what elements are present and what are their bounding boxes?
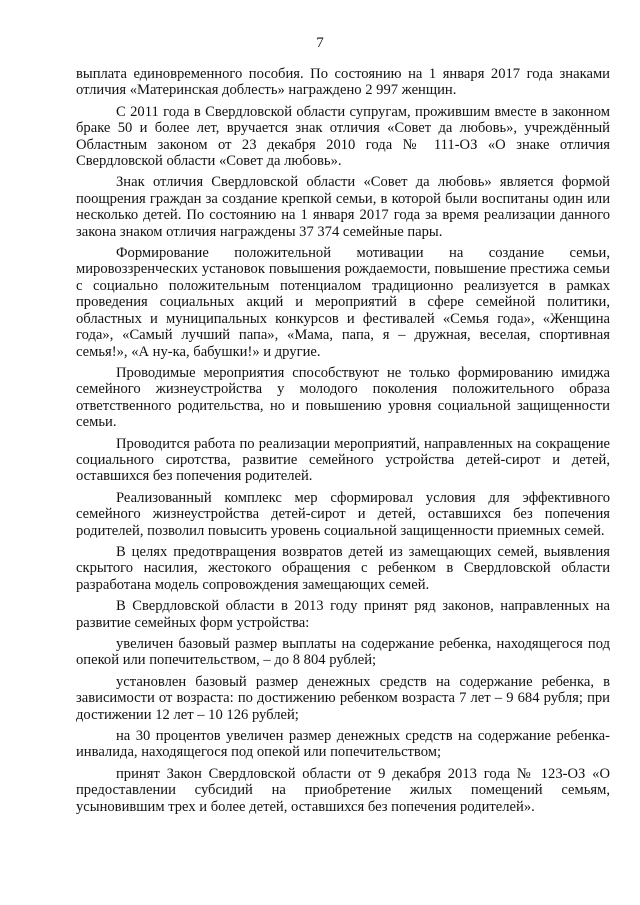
paragraph-sovet-da-lyubov-intro: С 2011 года в Свердловской области супругам, прожившим вместе в законном браке 50 и более лет, вручается знак отличия «Совет да любовь», учреждённый Областным законом от 23 декабря 2010 года № 111-ОЗ «О знаке отличия Свердловской области «Совет да любовь». bbox=[76, 103, 610, 170]
paragraph-age-payment: установлен базовый размер денежных средств на содержание ребенка, в зависимости от возраста: по достижению ребенком возраста 7 лет – 9 684 рубля; при достижении 12 лет – 10 126 рублей; bbox=[76, 673, 610, 723]
paragraph-laws-2013: В Свердловской области в 2013 году принят ряд законов, направленных на развитие семейных форм устройства: bbox=[76, 598, 610, 631]
paragraph-social-orphanhood: Проводится работа по реализации мероприятий, направленных на сокращение социального сиротства, развитие семейного устройства детей-сирот и детей, оставшихся без попечения родителей. bbox=[76, 435, 610, 485]
paragraph-events-impact: Проводимые мероприятия способствуют не только формированию имиджа семейного жизнеустройства у молодого поколения положительного образа ответственного родительства, но и повышению уровня социальной защищенности семьи. bbox=[76, 364, 610, 431]
paragraph-sovet-da-lyubov-awards: Знак отличия Свердловской области «Совет да любовь» является формой поощрения граждан за создание крепкой семьи, в которой были воспитаны один или несколько детей. По состоянию на 1 января 2017 года за время реализации данного закона знаком отличия награждены 37 374 семейные пары. bbox=[76, 174, 610, 240]
paragraph-disabled-child: на 30 процентов увеличен размер денежных средств на содержание ребенка-инвалида, находящегося под опекой или попечительством; bbox=[76, 728, 610, 761]
paragraph-law-123-oz: принят Закон Свердловской области от 9 декабря 2013 года № 123-ОЗ «О предоставлении субсидий на приобретение жилых помещений семьям, усыновившим трех и более детей, оставшихся без попечения родителей». bbox=[76, 765, 610, 815]
paragraph-measures-complex: Реализованный комплекс мер сформировал условия для эффективного семейного жизнеустройства детей-сирот и детей, оставшихся без попечения родителей, позволил повысить уровень социальной защищенности приемных семей. bbox=[76, 489, 610, 539]
paragraph-support-model: В целях предотвращения возвратов детей из замещающих семей, выявления скрытого насилия, жестокого обращения с ребенком в Свердловской области разработана модель сопровождения замещающих семей. bbox=[76, 543, 610, 593]
paragraph-base-payment: увеличен базовый размер выплаты на содержание ребенка, находящегося под опекой или попечительством, – до 8 804 рублей; bbox=[76, 636, 610, 669]
document-body bbox=[76, 66, 610, 820]
page-number: 7 bbox=[316, 35, 324, 51]
paragraph-motivation: Формирование положительной мотивации на создание семьи, мировоззренческих установок повышения рождаемости, повышение престижа семьи с социально положительным потенциалом традиционно реализуется в рамках проведения социальных акций и мероприятий в сфере семейной политики, областных и муниципальных конкурсов и фестивалей «Семья года», «Женщина года», «Самый лучший папа», «Мама, папа, я – дружная, веселая, спортивная семья!», «А ну-ка, бабушки!» и другие. bbox=[76, 245, 610, 360]
paragraph-continuation: выплата единовременного пособия. По состоянию на 1 января 2017 года знаками отличия «Материнская доблесть» награждено 2 997 женщин. bbox=[76, 66, 610, 99]
